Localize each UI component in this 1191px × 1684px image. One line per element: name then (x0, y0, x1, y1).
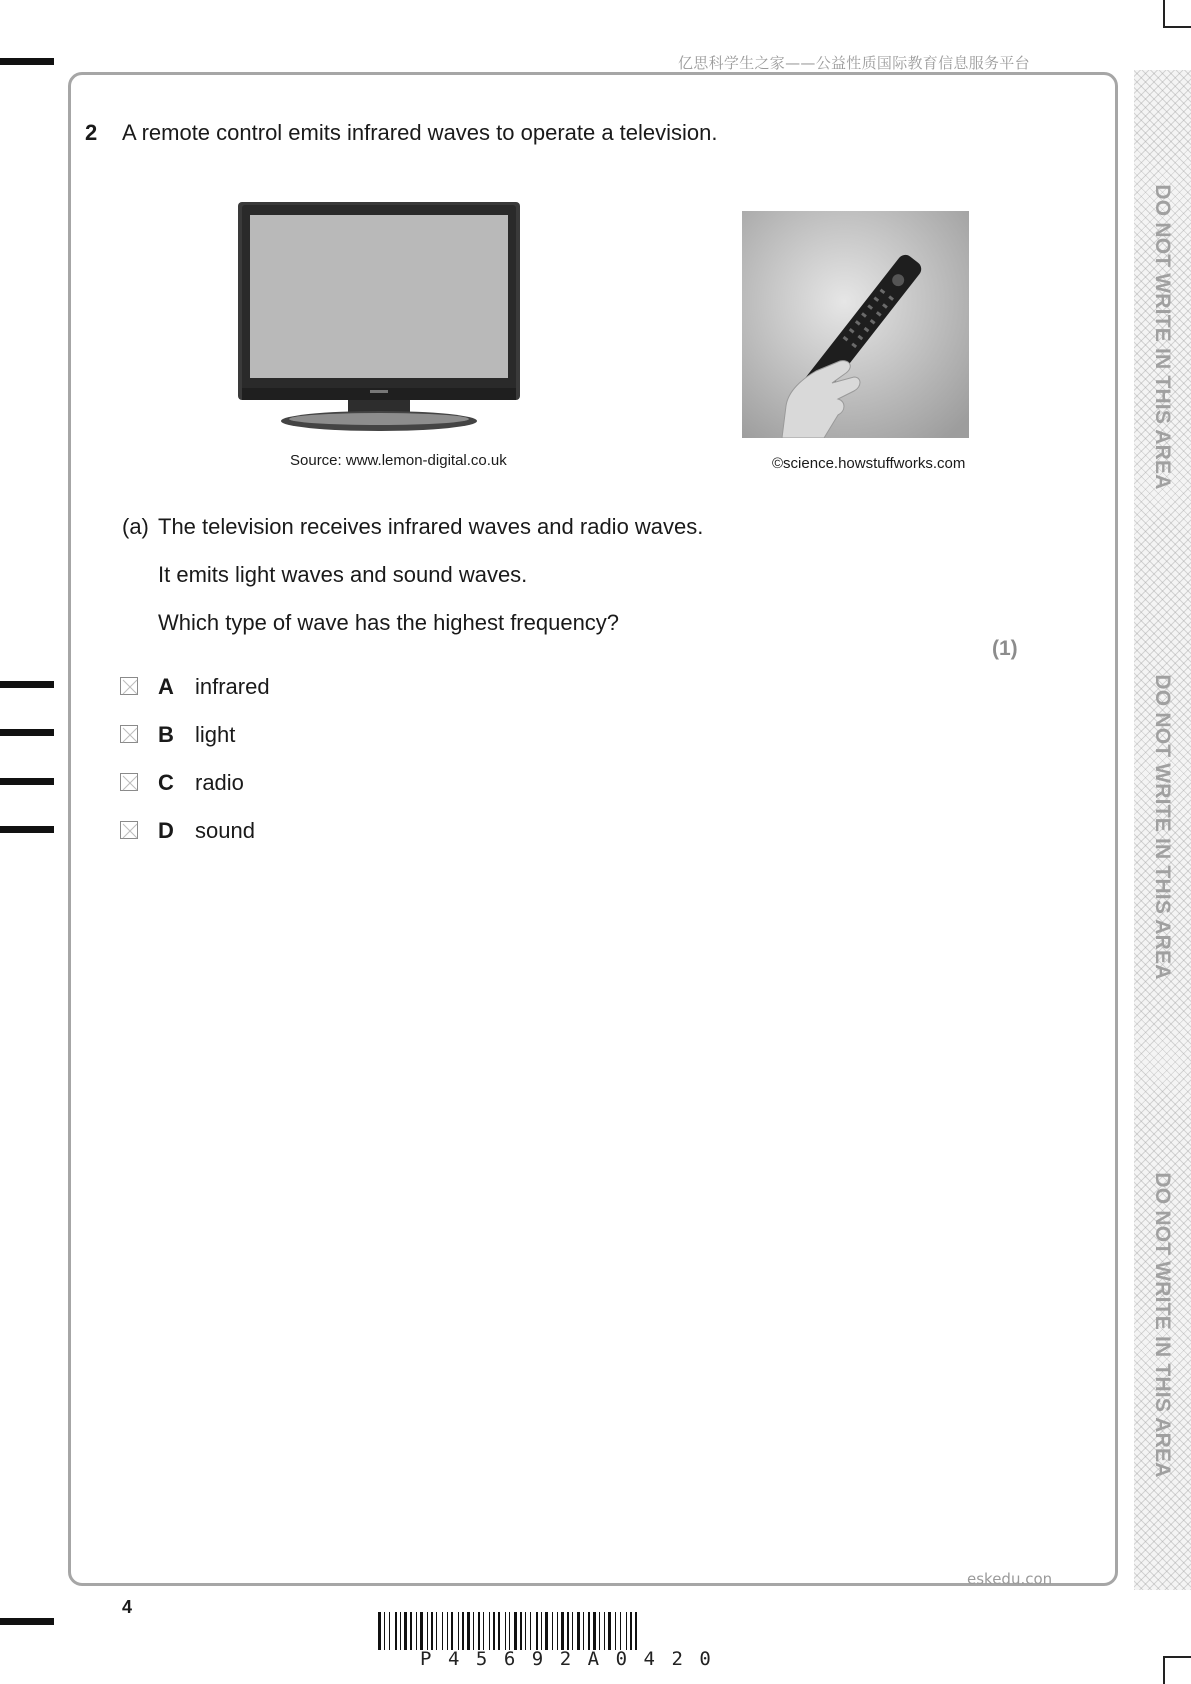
answer-checkbox[interactable] (120, 677, 138, 695)
barcode-bar (572, 1612, 573, 1650)
option-text: radio (195, 770, 244, 795)
barcode-bar (525, 1612, 526, 1650)
barcode-bar (557, 1612, 558, 1650)
barcode-bar (416, 1612, 417, 1650)
remote-control-image (742, 211, 969, 438)
barcode-bar (483, 1612, 484, 1650)
no-write-label: DO NOT WRITE IN THIS AREA (1151, 1172, 1174, 1478)
question-stem: A remote control emits infrared waves to operate a television. (122, 120, 718, 145)
no-write-label: DO NOT WRITE IN THIS AREA (1151, 674, 1174, 980)
margin-mark (0, 778, 54, 785)
option-letter: A (158, 674, 174, 699)
barcode-bar (626, 1612, 627, 1650)
barcode-bar (489, 1612, 490, 1650)
part-a-line-1: The television receives infrared waves and radio waves. (158, 514, 704, 539)
barcode-bar (384, 1612, 385, 1650)
option-text: sound (195, 818, 255, 843)
margin-mark (0, 58, 54, 65)
barcode-bar (404, 1612, 407, 1650)
box-cross-icon (121, 774, 139, 792)
box-cross-icon (121, 822, 139, 840)
barcode-bar (436, 1612, 437, 1650)
barcode-bar (545, 1612, 548, 1650)
barcode-bar (462, 1612, 464, 1650)
barcode-bar (505, 1612, 506, 1650)
barcode-bar (567, 1612, 569, 1650)
margin-mark (0, 826, 54, 833)
barcode-bar (498, 1612, 500, 1650)
barcode (378, 1612, 812, 1650)
tv-image-caption: Source: www.lemon-digital.co.uk (290, 452, 507, 469)
answer-checkbox[interactable] (120, 773, 138, 791)
box-cross-icon (121, 726, 139, 744)
remote-image-caption: ©science.howstuffworks.com (772, 455, 966, 472)
answer-checkbox[interactable] (120, 821, 138, 839)
barcode-bar (552, 1612, 553, 1650)
barcode-bar (442, 1612, 443, 1650)
barcode-bar (561, 1612, 564, 1650)
barcode-bar (541, 1612, 542, 1650)
barcode-bar (378, 1612, 381, 1650)
option-letter: B (158, 722, 174, 747)
crop-mark-top-right (1163, 0, 1191, 28)
question-number: 2 (85, 120, 98, 145)
barcode-bar (599, 1612, 600, 1650)
barcode-bar (447, 1612, 448, 1650)
footer-watermark: eskedu.con (967, 1570, 1053, 1588)
barcode-bar (395, 1612, 397, 1650)
barcode-bar (389, 1612, 390, 1650)
marks-label: (1) (992, 637, 1018, 660)
no-write-label: DO NOT WRITE IN THIS AREA (1151, 184, 1174, 490)
barcode-text: P45692A0420 (420, 1648, 728, 1670)
margin-mark (0, 729, 54, 736)
barcode-bar (451, 1612, 453, 1650)
barcode-bar (635, 1612, 637, 1650)
barcode-bar (427, 1612, 428, 1650)
barcode-bar (478, 1612, 480, 1650)
barcode-bar (577, 1612, 580, 1650)
crop-mark-bottom-right (1163, 1656, 1191, 1684)
barcode-bar (608, 1612, 611, 1650)
barcode-bar (530, 1612, 531, 1650)
margin-mark (0, 1618, 54, 1625)
part-a-line-3: Which type of wave has the highest frequency? (158, 610, 620, 635)
part-a-line-2: It emits light waves and sound waves. (158, 562, 528, 587)
barcode-bar (493, 1612, 495, 1650)
barcode-bar (604, 1612, 605, 1650)
option-text: infrared (195, 674, 270, 699)
barcode-bar (473, 1612, 474, 1650)
barcode-bar (615, 1612, 616, 1650)
page-number: 4 (122, 1597, 133, 1617)
part-label: (a) (122, 514, 149, 539)
answer-checkbox[interactable] (120, 725, 138, 743)
barcode-bar (536, 1612, 538, 1650)
barcode-bar (400, 1612, 401, 1650)
barcode-bar (420, 1612, 423, 1650)
television-image (236, 202, 522, 436)
barcode-bar (620, 1612, 621, 1650)
barcode-bar (514, 1612, 517, 1650)
barcode-bar (520, 1612, 522, 1650)
barcode-bar (410, 1612, 412, 1650)
option-text: light (195, 722, 236, 747)
barcode-bar (509, 1612, 510, 1650)
barcode-bar (458, 1612, 459, 1650)
barcode-bar (588, 1612, 590, 1650)
barcode-bar (431, 1612, 433, 1650)
option-letter: C (158, 770, 174, 795)
barcode-bar (467, 1612, 470, 1650)
barcode-bar (630, 1612, 632, 1650)
header-watermark: 亿思科学生之家——公益性质国际教育信息服务平台 (678, 54, 1030, 72)
margin-mark (0, 681, 54, 688)
box-cross-icon (121, 678, 139, 696)
option-letter: D (158, 818, 174, 843)
barcode-bar (583, 1612, 584, 1650)
barcode-bar (593, 1612, 596, 1650)
